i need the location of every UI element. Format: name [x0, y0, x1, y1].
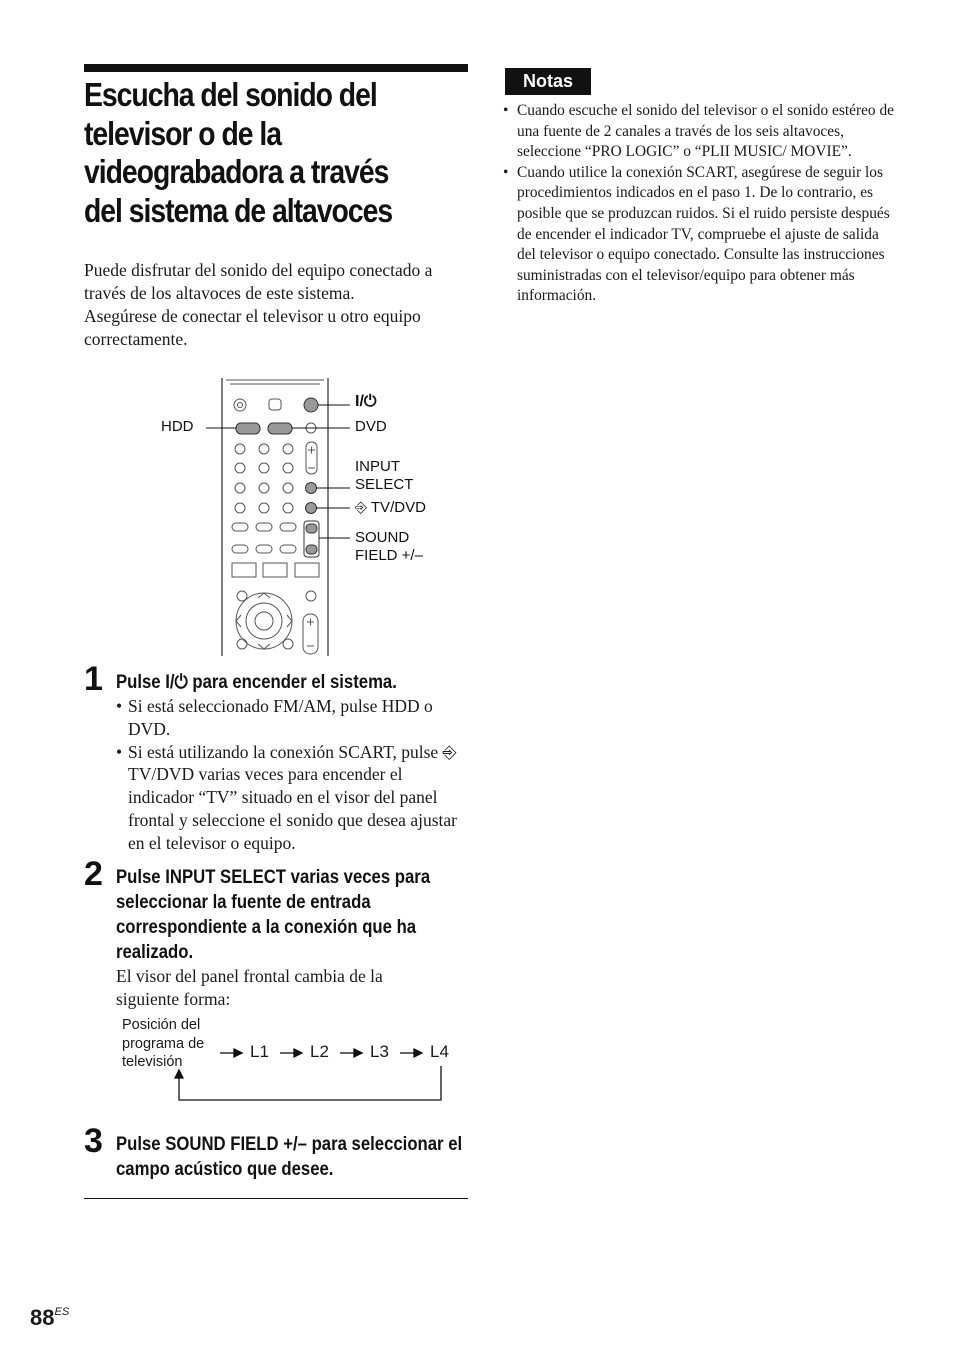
remote-control-illustration: [150, 372, 450, 662]
note-item-1: • Cuando escuche el sonido del televisor o el sonido estéreo de una fuente de 2 canales a través de los seis altavoces, seleccione “PRO LOGIC” o “PLII MUSIC/ MOVIE”.: [503, 101, 895, 163]
power-label: I/⏻: [355, 393, 377, 410]
step-2-body: El visor del panel frontal cambia de la siguiente forma:: [116, 966, 383, 1009]
page-title: Escucha del sonido del televisor o de la videograbadora a través del sistema de altavoces: [84, 76, 393, 229]
flow-item-l4: L4: [430, 1042, 449, 1061]
tv-dvd-label: ⎆ TV/DVD: [355, 499, 426, 516]
step-1-title: Pulse I/⏻ para encender el sistema.: [116, 672, 397, 693]
page-number-suffix: ES: [54, 1306, 70, 1318]
step-2-title: Pulse INPUT SELECT varias veces para seleccionar la fuente de entrada correspondiente a la conexión que ha realizado.: [116, 867, 431, 963]
intro-text: [84, 259, 476, 351]
step-1-bullets: [116, 695, 472, 855]
dvd-label: DVD: [355, 418, 387, 435]
input-select-label: INPUT SELECT: [355, 458, 414, 493]
intro-paragraph-1: Puede disfrutar del sonido del equipo conectado a través de los altavoces de este sistema.: [84, 260, 433, 303]
notes-heading: Notas: [505, 68, 591, 95]
intro-paragraph-2: Asegúrese de conectar el televisor u otro equipo correctamente.: [84, 306, 421, 349]
flow-item-l1: L1: [250, 1042, 269, 1061]
flow-item-l3: L3: [370, 1042, 389, 1061]
input-sequence-diagram: [116, 1012, 476, 1107]
page-number: [30, 1299, 69, 1331]
step-1-number: 1: [84, 660, 103, 698]
note-item-2: • Cuando utilice la conexión SCART, asegúrese de seguir los procedimientos indicados en el paso 1. De lo contrario, es posible que se produzcan ruidos. Si el ruido persiste después de encender el indicador TV, compruebe el ajuste de salida del televisor o equipo conectado. Consulte las instrucciones suministradas con el televisor/equipo para obtener más información.: [503, 163, 895, 307]
notes-list: [503, 101, 895, 307]
title-rule: [84, 64, 468, 72]
flow-item-l2: L2: [310, 1042, 329, 1061]
page-number-value: 88: [30, 1305, 55, 1330]
hdd-label: HDD: [161, 418, 194, 435]
flow-arrows: [116, 1012, 476, 1107]
section-end-rule: [84, 1198, 468, 1199]
step-1-bullet-1: • Si está seleccionado FM/AM, pulse HDD o DVD.: [116, 695, 472, 741]
step-1-bullet-2: • Si está utilizando la conexión SCART, pulse ⎆ TV/DVD varias veces para encender el indicador “TV” situado en el visor del panel frontal y seleccione el sonido que desea ajustar en el televisor o equipo.: [116, 741, 472, 855]
remote-control-drawing: [150, 372, 450, 662]
step-2-number: 2: [84, 855, 103, 893]
step-3-number: 3: [84, 1122, 103, 1160]
sound-field-label: SOUND FIELD +/–: [355, 529, 423, 564]
flow-start-label: Posición del programa de televisión: [122, 1017, 205, 1070]
step-3-title: Pulse SOUND FIELD +/– para seleccionar el campo acústico que desee.: [116, 1134, 463, 1180]
